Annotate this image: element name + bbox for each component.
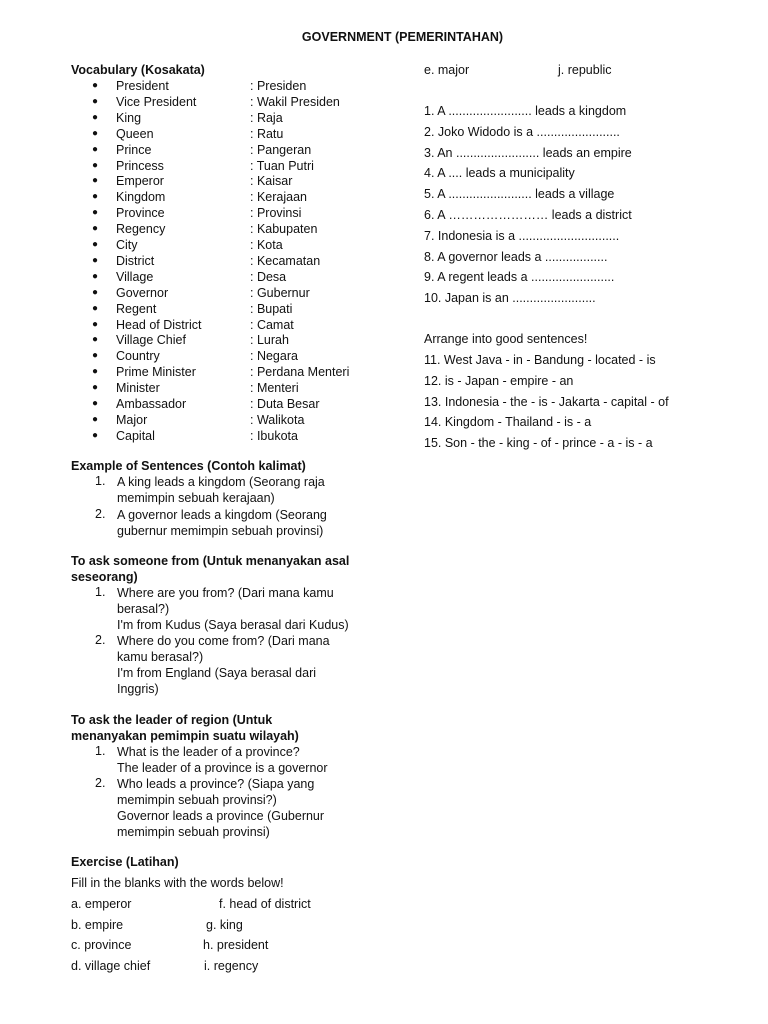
bullet-icon: ● <box>92 382 99 394</box>
vocabulary-translation: : Duta Besar <box>250 397 320 411</box>
option-i: i. regency <box>204 959 259 973</box>
bullet-icon: ● <box>92 223 99 235</box>
vocabulary-translation: : Negara <box>250 349 298 364</box>
vocabulary-translation: : Pangeran <box>250 142 312 157</box>
bullet-icon: ● <box>92 95 99 107</box>
question-item: 9. A regent leads a ........................ <box>424 270 615 285</box>
examples-heading: Example of Sentences (Contoh kalimat) <box>71 459 306 473</box>
bullet-icon: ● <box>92 366 99 378</box>
vocabulary-term: Vice President <box>116 94 197 109</box>
ask-leader-question: What is the leader of a province? <box>117 745 300 759</box>
vocabulary-term: Regency <box>116 222 166 237</box>
vocabulary-term: Country <box>116 349 160 364</box>
vocabulary-term: Emperor <box>116 174 164 189</box>
bullet-icon: ● <box>92 286 99 298</box>
vocabulary-translation: : Tuan Putri <box>250 158 314 173</box>
question-item: 2. Joko Widodo is a ........................ <box>424 124 620 139</box>
vocabulary-term: Princess <box>116 158 164 173</box>
question-item: 3. An ........................ leads an empire <box>424 145 632 160</box>
vocabulary-term: Head of District <box>116 317 202 332</box>
bullet-icon: ● <box>92 143 99 155</box>
vocabulary-term: Minister <box>116 381 160 396</box>
bullet-icon: ● <box>92 270 99 282</box>
vocabulary-translation: : Wakil Presiden <box>250 94 340 109</box>
vocabulary-translation: : Gubernur <box>250 285 310 300</box>
vocabulary-term: President <box>116 79 169 93</box>
bullet-icon: ● <box>92 318 99 330</box>
ask-from-number: 2. <box>95 633 106 647</box>
option-c: c. province <box>71 938 132 952</box>
option-d: d. village chief <box>71 959 151 973</box>
vocabulary-translation: : Ratu <box>250 126 284 141</box>
vocabulary-term: Province <box>116 206 165 221</box>
option-g: g. king <box>206 918 243 932</box>
vocabulary-term: Major <box>116 412 148 427</box>
ask-from-answer: I'm from England (Saya berasal dari Inggris) <box>117 666 317 696</box>
question-item: 5. A ........................ leads a village <box>424 187 615 202</box>
vocabulary-translation: : Ibukota <box>250 428 298 443</box>
option-j: j. republic <box>558 63 612 77</box>
vocabulary-translation: : Provinsi <box>250 206 302 221</box>
vocabulary-term: Capital <box>116 428 155 443</box>
vocabulary-term: Ambassador <box>116 397 187 411</box>
ask-leader-number: 1. <box>95 744 106 758</box>
vocabulary-term: Kingdom <box>116 190 166 205</box>
bullet-icon: ● <box>92 127 99 139</box>
bullet-icon: ● <box>92 175 99 187</box>
bullet-icon: ● <box>92 239 99 250</box>
bullet-icon: ● <box>92 398 99 409</box>
arrange-instruction: Arrange into good sentences! <box>424 332 588 346</box>
option-h: h. president <box>203 938 269 952</box>
vocabulary-translation: : Kabupaten <box>250 222 318 237</box>
ask-from-question: Where are you from? (Dari mana kamu berasal?) <box>117 586 334 616</box>
vocabulary-term: Queen <box>116 126 154 141</box>
ask-from-heading: To ask someone from (Untuk menanyakan asal seseorang) <box>71 554 350 584</box>
option-b: b. empire <box>71 918 124 932</box>
question-item: 7. Indonesia is a ............................. <box>424 228 620 243</box>
vocabulary-translation: : Walikota <box>250 412 305 427</box>
ask-from-answer: I'm from Kudus (Saya berasal dari Kudus) <box>117 618 349 632</box>
vocabulary-heading: Vocabulary (Kosakata) <box>71 63 205 77</box>
arrange-item: 14. Kingdom - Thailand - is - a <box>424 415 592 430</box>
vocabulary-term: Prime Minister <box>116 365 196 380</box>
ask-leader-answer: The leader of a province is a governor <box>117 761 328 775</box>
vocabulary-term: District <box>116 253 155 268</box>
vocabulary-term: Governor <box>116 285 169 300</box>
ask-from-number: 1. <box>95 585 106 599</box>
arrange-item: 15. Son - the - king - of - prince - a - is - a <box>424 436 653 451</box>
vocabulary-term: Village <box>116 269 154 284</box>
arrange-item: 11. West Java - in - Bandung - located - is <box>424 353 656 367</box>
example-number: 2. <box>95 507 106 521</box>
question-item: 8. A governor leads a .................. <box>424 249 608 264</box>
exercise-instruction: Fill in the blanks with the words below! <box>71 876 284 890</box>
bullet-icon: ● <box>92 350 99 362</box>
bullet-icon: ● <box>92 334 99 346</box>
bullet-icon: ● <box>92 429 99 441</box>
vocabulary-translation: : Presiden <box>250 79 307 93</box>
vocabulary-term: Village Chief <box>116 333 186 348</box>
option-a: a. emperor <box>71 897 132 911</box>
page-title: GOVERNMENT (PEMERINTAHAN) <box>301 30 504 44</box>
vocabulary-translation: : Perdana Menteri <box>250 365 350 380</box>
ask-leader-question: Who leads a province? (Siapa yang memimpin sebuah provinsi?) <box>117 777 315 807</box>
vocabulary-term: King <box>116 110 142 125</box>
vocabulary-translation: : Raja <box>250 110 283 125</box>
question-item: 1. A ........................ leads a kingdom <box>424 104 627 118</box>
question-item: 4. A .... leads a municipality <box>424 166 575 181</box>
question-item: 6. A …………………… leads a district <box>424 208 632 222</box>
ask-leader-number: 2. <box>95 776 106 790</box>
vocabulary-translation: : Bupati <box>250 301 293 316</box>
vocabulary-term: Regent <box>116 301 157 316</box>
vocabulary-term: City <box>116 238 138 252</box>
vocabulary-translation: : Kecamatan <box>250 253 321 268</box>
bullet-icon: ● <box>92 302 99 314</box>
arrange-item: 12. is - Japan - empire - an <box>424 373 574 388</box>
vocabulary-translation: : Kota <box>250 238 283 252</box>
ask-from-question: Where do you come from? (Dari mana kamu berasal?) <box>117 634 330 664</box>
option-e: e. major <box>424 63 470 77</box>
vocabulary-translation: : Kerajaan <box>250 190 307 205</box>
bullet-icon: ● <box>92 111 99 123</box>
option-f: f. head of district <box>219 897 311 911</box>
arrange-item: 13. Indonesia - the - is - Jakarta - capital - of <box>424 394 669 409</box>
ask-leader-heading: To ask the leader of region (Untuk menanyakan pemimpin suatu wilayah) <box>71 713 299 743</box>
vocabulary-term: Prince <box>116 142 152 157</box>
bullet-icon: ● <box>92 80 99 91</box>
bullet-icon: ● <box>92 207 99 219</box>
ask-leader-answer: Governor leads a province (Gubernur memimpin sebuah provinsi) <box>117 809 325 839</box>
vocabulary-translation: : Menteri <box>250 381 299 396</box>
vocabulary-translation: : Lurah <box>250 333 289 348</box>
exercise-heading: Exercise (Latihan) <box>71 855 179 869</box>
vocabulary-translation: : Camat <box>250 317 294 332</box>
bullet-icon: ● <box>92 254 99 266</box>
example-text: A king leads a kingdom (Seorang raja memimpin sebuah kerajaan) <box>117 475 325 505</box>
bullet-icon: ● <box>92 413 99 425</box>
vocabulary-translation: : Desa <box>250 269 287 284</box>
bullet-icon: ● <box>92 159 99 171</box>
vocabulary-translation: : Kaisar <box>250 174 293 189</box>
example-text: A governor leads a kingdom (Seorang gubernur memimpin sebuah provinsi) <box>117 508 327 538</box>
bullet-icon: ● <box>92 191 99 203</box>
question-item: 10. Japan is an ........................ <box>424 291 596 306</box>
example-number: 1. <box>95 474 106 488</box>
